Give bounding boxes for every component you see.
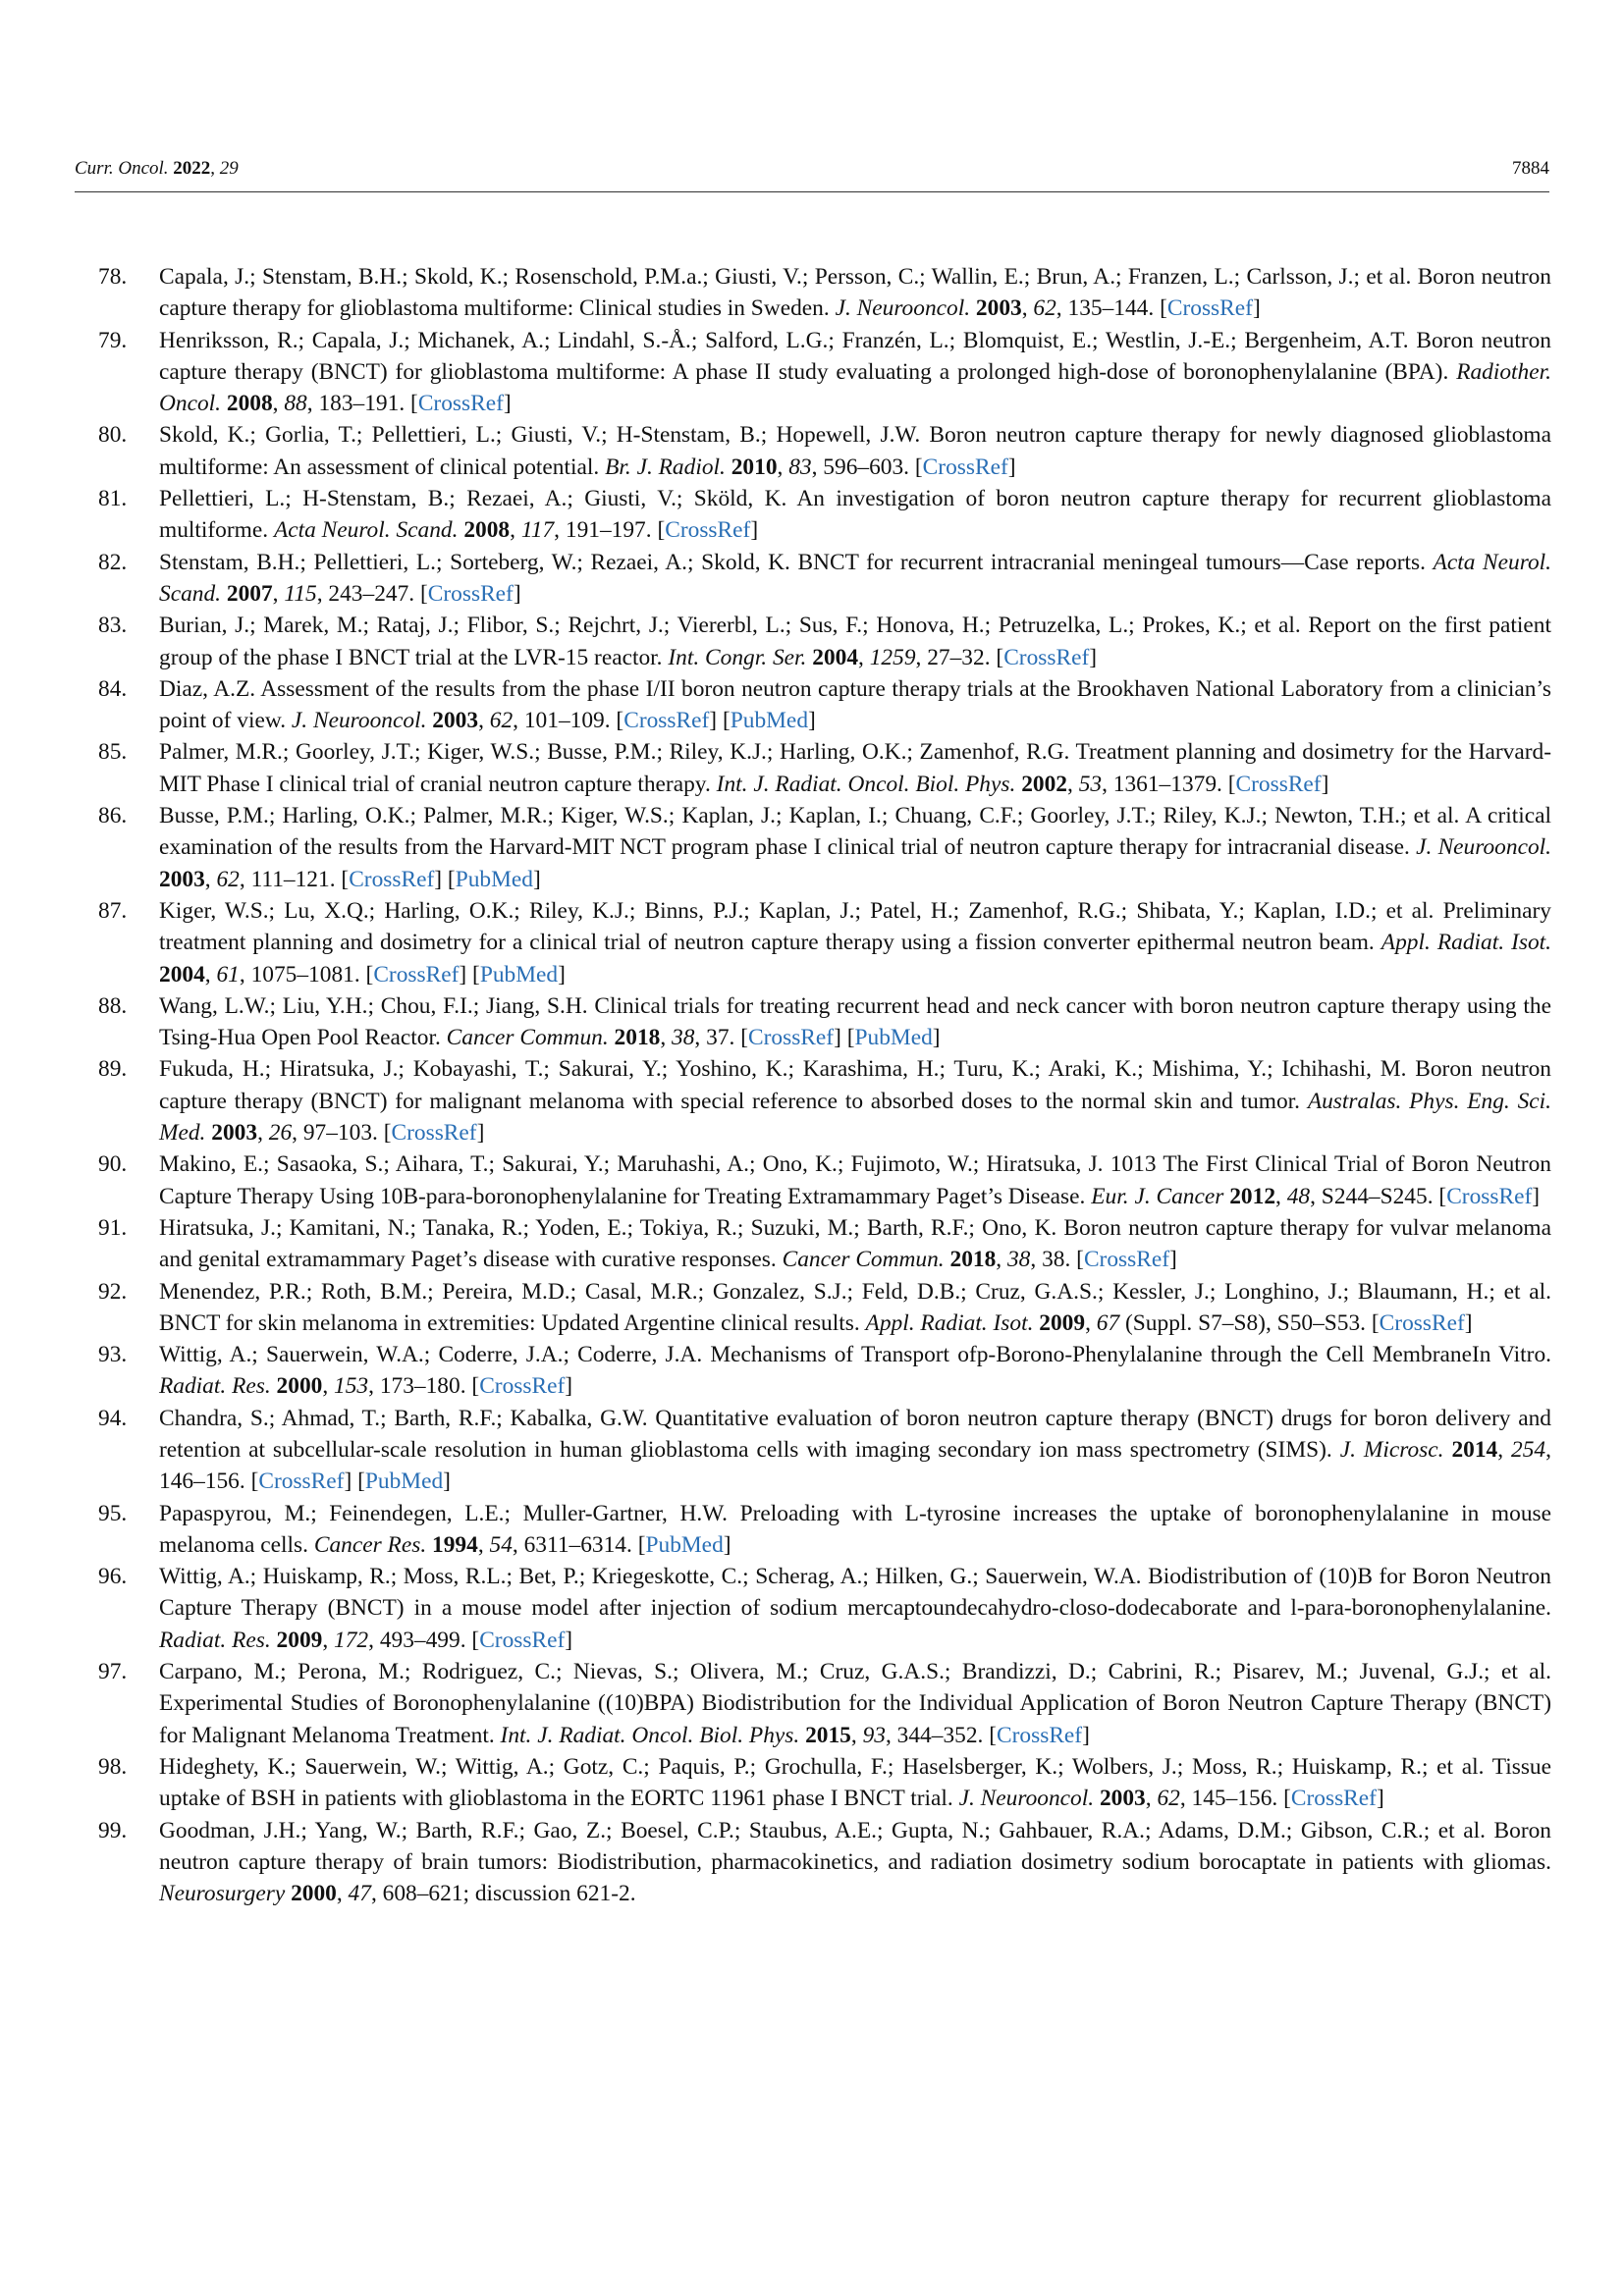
reference-item: 83. Burian, J.; Marek, M.; Rataj, J.; Flibor, S.; Rejchrt, J.; Viererbl, L.; Sus, F.; Honova, H.; Petruzelka, L.; Prokes, K.; et al. Report on the first patient group of the phase I BNCT trial at the LVR-15 reactor. Int. Congr. Ser. 2004, 1259, 27–32. [CrossRef] [98,610,1551,673]
crossref-link[interactable]: CrossRef [479,1373,566,1400]
reference-number: 92. [98,1278,128,1305]
reference-authors-title: Papaspyrou, M.; Feinendegen, L.E.; Muller-Gartner, H.W. Preloading with L-tyrosine increases the uptake of boronophenylalanine in mouse melanoma cells. [159,1500,1551,1558]
reference-year: 2000 [291,1881,337,1907]
reference-number: 91. [98,1214,128,1241]
reference-journal: Eur. J. Cancer [1091,1183,1224,1209]
reference-year: 1994 [432,1531,478,1558]
reference-authors-title: Busse, P.M.; Harling, O.K.; Palmer, M.R.; Kiger, W.S.; Kaplan, J.; Kaplan, I.; Chuang, C.F.; Goorley, J.T.; Riley, K.J.; Newton, T.H.; et al. A critical examination of the results from the Harvard-MIT NCT program phase I clinical trial of neutron capture therapy for intracranial disease. [159,803,1551,861]
reference-number: 79. [98,327,128,353]
journal-year: 2022 [173,158,211,179]
reference-year: 2004 [812,644,859,670]
journal-volume: 29 [219,158,239,179]
reference-authors-title: Hideghety, K.; Sauerwein, W.; Wittig, A.; Gotz, C.; Paquis, P.; Grochulla, F.; Haselsberger, K.; Wolbers, J.; Moss, R.; Huiskamp, R.; et al. Tissue uptake of BSH in patients with glioblastoma in the EORTC 11961 phase I BNCT trial. [159,1753,1551,1812]
reference-year: 2012 [1229,1183,1276,1209]
crossref-link[interactable]: CrossRef [427,580,514,607]
reference-year: 2003 [1099,1786,1146,1812]
reference-journal: Cancer Res. [313,1531,427,1558]
reference-year: 2015 [805,1722,851,1748]
reference-number: 86. [98,803,128,829]
reference-item: 98. Hideghety, K.; Sauerwein, W.; Wittig, A.; Gotz, C.; Paquis, P.; Grochulla, F.; Haselsberger, K.; Wolbers, J.; Moss, R.; Huiskamp, R.; et al. Tissue uptake of BSH in patients with glioblastoma in the EORTC 11961 phase I BNCT trial. J. Neurooncol. 2003, 62, 145–156. [CrossRef] [98,1751,1551,1815]
reference-pages: , 97–103. [292,1120,378,1147]
reference-volume: 26 [268,1120,293,1147]
header-rule [75,191,1549,192]
reference-year: 2003 [975,295,1022,322]
reference-journal: Int. Congr. Ser. [668,644,807,670]
reference-pages: , S244–S245. [1310,1183,1434,1209]
reference-year: 2002 [1021,771,1067,797]
crossref-link[interactable]: CrossRef [479,1627,566,1653]
reference-authors-title: Burian, J.; Marek, M.; Rataj, J.; Flibor, S.; Rejchrt, J.; Viererbl, L.; Sus, F.; Honova, H.; Petruzelka, L.; Prokes, K.; et al. Report on the first patient group of the phase I BNCT trial at the LVR-15 reactor. [159,613,1551,670]
crossref-link[interactable]: CrossRef [417,391,504,417]
page-number: 7884 [1512,158,1549,179]
reference-number: 84. [98,675,128,702]
reference-item: 95. Papaspyrou, M.; Feinendegen, L.E.; Muller-Gartner, H.W. Preloading with L-tyrosine increases the uptake of boronophenylalanine in mouse melanoma cells. Cancer Res. 1994, 54, 6311–6314. [PubMed] [98,1498,1551,1562]
reference-pages: , 38. [1030,1247,1071,1273]
reference-authors-title: Skold, K.; Gorlia, T.; Pellettieri, L.; Giusti, V.; H-Stenstam, B.; Hopewell, J.W. Boron neutron capture therapy for newly diagnosed glioblastoma multiforme: An assessment of clinical potential. [159,422,1551,480]
crossref-link[interactable]: CrossRef [1235,771,1322,797]
reference-authors-title: Wittig, A.; Huiskamp, R.; Moss, R.L.; Bet, P.; Kriegeskotte, C.; Scherag, A.; Hilken, G.; Sauerwein, W.A. Biodistribution of (10)B for Boron Neutron Capture Therapy (BNCT) in a mouse model after injection of sodium mercaptoundecahydro-closo-dodecaborate and l-para-boronophenylalanine. [159,1564,1551,1622]
reference-year: 2003 [211,1120,258,1147]
reference-number: 81. [98,486,128,512]
reference-volume: 47 [348,1881,371,1907]
crossref-link[interactable]: CrossRef [665,517,751,544]
reference-journal: Radiother. Oncol. [159,358,1551,417]
reference-journal: Radiat. Res. [159,1373,271,1400]
reference-volume: 88 [284,391,307,417]
reference-volume: 115 [284,580,317,607]
reference-year: 2018 [949,1247,997,1273]
reference-journal: Neurosurgery [159,1881,286,1907]
reference-number: 80. [98,422,128,449]
reference-authors-title: Stenstam, B.H.; Pellettieri, L.; Sorteberg, W.; Rezaei, A.; Skold, K. BNCT for recurrent intracranial meningeal tumours—Case reports. [159,549,1434,575]
crossref-link[interactable]: CrossRef [1446,1183,1533,1209]
reference-volume: 67 [1096,1309,1120,1336]
reference-journal: Cancer Commun. [446,1025,609,1051]
pubmed-link[interactable]: PubMed [479,961,559,988]
crossref-link[interactable]: CrossRef [1290,1786,1377,1812]
reference-pages: , 243–247. [316,580,415,607]
reference-year: 2007 [226,580,273,607]
reference-year: 2009 [1039,1309,1086,1336]
reference-item: 97. Carpano, M.; Perona, M.; Rodriguez, C.; Nievas, S.; Olivera, M.; Cruz, G.A.S.; Brandizzi, D.; Cabrini, R.; Pisarev, M.; Juvenal, G.J.; et al. Experimental Studies of Boronophenylalanine ((10)BPA) Biodistribution for the Individual Application of Boron Neutron Capture Therapy (BNCT) for Malignant Melanoma Treatment. Int. J. Radiat. Oncol. Biol. Phys. 2015, 93, 344–352. [CrossRef] [98,1656,1551,1751]
pubmed-link[interactable]: PubMed [854,1025,933,1051]
reference-journal: Radiat. Res. [159,1627,271,1653]
reference-authors-title: Kiger, W.S.; Lu, X.Q.; Harling, O.K.; Riley, K.J.; Binns, P.J.; Kaplan, J.; Patel, H.; Zamenhof, R.G.; Shibata, Y.; Kaplan, I.D.; et al. Preliminary treatment planning and dosimetry for a clinical trial of neutron capture therapy using a fission converter epithermal neutron beam. [159,897,1551,956]
reference-pages: , 173–180. [368,1373,466,1400]
reference-number: 88. [98,992,128,1019]
crossref-link[interactable]: CrossRef [922,454,1008,480]
reference-year: 2009 [276,1627,323,1653]
reference-volume: 83 [788,454,812,480]
reference-authors-title: Makino, E.; Sasaoka, S.; Aihara, T.; Sakurai, Y.; Maruhashi, A.; Ono, K.; Fujimoto, W.; Hiratsuka, J. 1013 The First Clinical Trial of Boron Neutron Capture Therapy Using 10B-para-boronophenylalanine for Treating Extramammary Paget’s Disease. [159,1151,1551,1209]
reference-volume: 62 [216,866,240,892]
reference-journal: J. Neurooncol. [835,295,971,322]
crossref-link[interactable]: CrossRef [258,1468,345,1495]
reference-journal: Int. J. Radiat. Oncol. Biol. Phys. [500,1722,800,1748]
reference-number: 93. [98,1342,128,1368]
reference-journal: J. Neurooncol. [291,708,427,734]
reference-volume: 62 [1033,295,1056,322]
reference-item: 80. Skold, K.; Gorlia, T.; Pellettieri, L.; Giusti, V.; H-Stenstam, B.; Hopewell, J.W. Boron neutron capture therapy for newly diagnosed glioblastoma multiforme: An assessment of clinical potential. Br. J. Radiol. 2010, 83, 596–603. [CrossRef] [98,419,1551,483]
crossref-link[interactable]: CrossRef [748,1025,835,1051]
reference-item: 90. Makino, E.; Sasaoka, S.; Aihara, T.; Sakurai, Y.; Maruhashi, A.; Ono, K.; Fujimoto, W.; Hiratsuka, J. 1013 The First Clinical Trial of Boron Neutron Capture Therapy Using 10B-para-boronophenylalanine for Treating Extramammary Paget’s Disease. Eur. J. Cancer 2012, 48, S244–S245. [CrossRef] [98,1148,1551,1212]
pubmed-link[interactable]: PubMed [645,1531,724,1558]
reference-year: 2008 [226,391,273,417]
reference-volume: 254 [1511,1436,1546,1463]
reference-pages: , 608–621; discussion 621-2. [370,1881,636,1907]
reference-item: 93. Wittig, A.; Sauerwein, W.A.; Coderre, J.A.; Coderre, J.A. Mechanisms of Transport ofp-Borono-Phenylalanine through the Cell MembraneIn Vitro. Radiat. Res. 2000, 153, 173–180. [CrossRef] [98,1339,1551,1403]
reference-pages: , 111–121. [239,866,336,892]
reference-year: 2014 [1451,1436,1498,1463]
reference-year: 2018 [614,1025,661,1051]
reference-year: 2003 [432,708,479,734]
reference-item: 79. Henriksson, R.; Capala, J.; Michanek, A.; Lindahl, S.-Å.; Salford, L.G.; Franzén, L.; Blomquist, E.; Westlin, J.-E.; Bergenheim, A.T. Boron neutron capture therapy (BNCT) for glioblastoma multiforme: A phase II study evaluating a prolonged high-dose of boronophenylalanine (BPA). Radiother. Oncol. 2008, 88, 183–191. [CrossRef] [98,325,1551,420]
reference-item: 89. Fukuda, H.; Hiratsuka, J.; Kobayashi, T.; Sakurai, Y.; Yoshino, K.; Karashima, H.; Turu, K.; Araki, K.; Mishima, Y.; Ichihashi, M. Boron neutron capture therapy (BNCT) for malignant melanoma with special reference to absorbed doses to the normal skin and tumor. Australas. Phys. Eng. Sci. Med. 2003, 26, 97–103. [CrossRef] [98,1053,1551,1148]
reference-year: 2000 [276,1373,323,1400]
reference-item: 96. Wittig, A.; Huiskamp, R.; Moss, R.L.; Bet, P.; Kriegeskotte, C.; Scherag, A.; Hilken, G.; Sauerwein, W.A. Biodistribution of (10)B for Boron Neutron Capture Therapy (BNCT) in a mouse model after injection of sodium mercaptoundecahydro-closo-dodecaborate and l-para-boronophenylalanine. Radiat. Res. 2009, 172, 493–499. [CrossRef] [98,1561,1551,1656]
reference-volume: 38 [1006,1247,1031,1273]
reference-volume: 48 [1286,1183,1311,1209]
reference-volume: 117 [520,517,555,544]
reference-number: 98. [98,1753,128,1780]
reference-volume: 172 [334,1627,369,1653]
reference-item: 84. Diaz, A.Z. Assessment of the results from the phase I/II boron neutron capture therapy trials at the Brookhaven National Laboratory from a clinician’s point of view. J. Neurooncol. 2003, 62, 101–109. [CrossRef] [PubMed] [98,673,1551,737]
reference-volume: 54 [489,1531,513,1558]
reference-pages: , 344–352. [885,1722,984,1748]
crossref-link[interactable]: CrossRef [1003,644,1090,670]
reference-pages: , 27–32. [915,644,991,670]
reference-authors-title: Carpano, M.; Perona, M.; Rodriguez, C.; Nievas, S.; Olivera, M.; Cruz, G.A.S.; Brandizzi, D.; Cabrini, R.; Pisarev, M.; Juvenal, G.J.; et al. Experimental Studies of Boronophenylalanine ((10)BPA) Biodistribution for the Individual Application of Boron Neutron Capture Therapy (BNCT) for Malignant Melanoma Treatment. [159,1659,1551,1748]
reference-list [98,261,1551,1909]
reference-pages: , 183–191. [306,391,406,417]
reference-authors-title: Chandra, S.; Ahmad, T.; Barth, R.F.; Kabalka, G.W. Quantitative evaluation of boron neutron capture therapy (BNCT) drugs for boron delivery and retention at subcellular-scale resolution in human glioblastoma cells with imaging secondary ion mass spectrometry (SIMS). [159,1405,1551,1463]
reference-item: 82. Stenstam, B.H.; Pellettieri, L.; Sorteberg, W.; Rezaei, A.; Skold, K. BNCT for recurrent intracranial meningeal tumours—Case reports. Acta Neurol. Scand. 2007, 115, 243–247. [CrossRef] [98,547,1551,611]
reference-item: 81. Pellettieri, L.; H-Stenstam, B.; Rezaei, A.; Giusti, V.; Sköld, K. An investigation of boron neutron capture therapy for recurrent glioblastoma multiforme. Acta Neurol. Scand. 2008, 117, 191–197. [CrossRef] [98,483,1551,547]
journal-abbrev: Curr. Oncol. [75,158,169,179]
reference-authors-title: Wittig, A.; Sauerwein, W.A.; Coderre, J.A.; Coderre, J.A. Mechanisms of Transport ofp-Borono-Phenylalanine through the Cell MembraneIn Vitro. [159,1342,1551,1368]
reference-item: 94. Chandra, S.; Ahmad, T.; Barth, R.F.; Kabalka, G.W. Quantitative evaluation of boron neutron capture therapy (BNCT) drugs for boron delivery and retention at subcellular-scale resolution in human glioblastoma cells with imaging secondary ion mass spectrometry (SIMS). J. Microsc. 2014, 254, 146–156. [CrossRef] [PubMed] [98,1403,1551,1498]
reference-volume: 1259 [869,644,916,670]
reference-pages: , 101–109. [513,708,611,734]
reference-number: 95. [98,1500,128,1526]
reference-number: 97. [98,1659,128,1685]
pubmed-link[interactable]: PubMed [455,866,533,892]
running-header [75,153,1549,188]
reference-authors-title: Diaz, A.Z. Assessment of the results from the phase I/II boron neutron capture therapy trials at the Brookhaven National Laboratory from a clinician’s point of view. [159,675,1551,734]
reference-pages: , 596–603. [811,454,910,480]
reference-item: 86. Busse, P.M.; Harling, O.K.; Palmer, M.R.; Kiger, W.S.; Kaplan, J.; Kaplan, I.; Chuang, C.F.; Goorley, J.T.; Riley, K.J.; Newton, T.H.; et al. A critical examination of the results from the Harvard-MIT NCT program phase I clinical trial of neutron capture therapy for intracranial disease. J. Neurooncol. 2003, 62, 111–121. [CrossRef] [PubMed] [98,800,1551,895]
reference-pages: , S50–S53. [1265,1309,1367,1336]
reference-authors-title: Capala, J.; Stenstam, B.H.; Skold, K.; Rosenschold, P.M.a.; Giusti, V.; Persson, C.; Wallin, E.; Brun, A.; Franzen, L.; Carlsson, J.; et al. Boron neutron capture therapy for glioblastoma multiforme: Clinical studies in Sweden. [159,264,1551,322]
reference-year: 2008 [463,517,511,544]
reference-authors-title: Menendez, P.R.; Roth, B.M.; Pereira, M.D.; Casal, M.R.; Gonzalez, S.J.; Feld, D.B.; Cruz, G.A.S.; Kessler, J.; Longhino, J.; Blaumann, H.; et al. BNCT for skin melanoma in extremities: Updated Argentine clinical results. [159,1278,1551,1336]
reference-authors-title: Hiratsuka, J.; Kamitani, N.; Tanaka, R.; Yoden, E.; Tokiya, R.; Suzuki, M.; Barth, R.F.; Ono, K. Boron neutron capture therapy for vulvar melanoma and genital extramammary Paget’s disease with curative responses. [159,1214,1551,1273]
reference-volume: 93 [862,1722,886,1748]
reference-number: 99. [98,1817,128,1843]
reference-pages: , 135–144. [1056,295,1155,322]
reference-journal: J. Neurooncol. [958,1786,1095,1812]
reference-item: 85. Palmer, M.R.; Goorley, J.T.; Kiger, W.S.; Busse, P.M.; Riley, K.J.; Harling, O.K.; Zamenhof, R.G. Treatment planning and dosimetry for the Harvard-MIT Phase I clinical trial of cranial neutron capture therapy. Int. J. Radiat. Oncol. Biol. Phys. 2002, 53, 1361–1379. [CrossRef] [98,736,1551,800]
crossref-link[interactable]: CrossRef [391,1120,477,1147]
pubmed-link[interactable]: PubMed [730,708,809,734]
reference-volume: 53 [1078,771,1103,797]
reference-journal: J. Microsc. [1339,1436,1444,1463]
reference-year: 2004 [159,961,205,988]
reference-pages: , 1075–1081. [239,961,360,988]
reference-pages: , 191–197. [554,517,652,544]
reference-journal: Int. J. Radiat. Oncol. Biol. Phys. [716,771,1016,797]
reference-pages: , 146–156. [159,1436,1551,1495]
reference-journal: J. Neurooncol. [1416,834,1551,861]
reference-volume: 62 [489,708,514,734]
reference-journal: Acta Neurol. Scand. [159,549,1551,607]
reference-pages: , 37. [694,1025,735,1051]
crossref-link[interactable]: CrossRef [1166,295,1253,322]
reference-journal: Appl. Radiat. Isot. [1380,930,1552,956]
crossref-link[interactable]: CrossRef [1083,1247,1170,1273]
reference-volume: 153 [334,1373,369,1400]
pubmed-link[interactable]: PubMed [364,1468,444,1495]
reference-number: 89. [98,1056,128,1083]
reference-number: 96. [98,1564,128,1590]
reference-pages: , 1361–1379. [1102,771,1222,797]
crossref-link[interactable]: CrossRef [349,866,435,892]
reference-volume: 38 [672,1025,695,1051]
journal-citation: Curr. Oncol. 2022, 29 [75,158,239,179]
crossref-link[interactable]: CrossRef [623,708,710,734]
reference-journal: Cancer Commun. [782,1247,945,1273]
reference-item: 87. Kiger, W.S.; Lu, X.Q.; Harling, O.K.; Riley, K.J.; Binns, P.J.; Kaplan, J.; Patel, H.; Zamenhof, R.G.; Shibata, Y.; Kaplan, I.D.; et al. Preliminary treatment planning and dosimetry for a clinical trial of neutron capture therapy using a fission converter epithermal neutron beam. Appl. Radiat. Isot. 2004, 61, 1075–1081. [CrossRef] [PubMed] [98,895,1551,990]
reference-item: 91. Hiratsuka, J.; Kamitani, N.; Tanaka, R.; Yoden, E.; Tokiya, R.; Suzuki, M.; Barth, R.F.; Ono, K. Boron neutron capture therapy for vulvar melanoma and genital extramammary Paget’s disease with curative responses. Cancer Commun. 2018, 38, 38. [CrossRef] [98,1212,1551,1276]
reference-number: 82. [98,549,128,575]
reference-number: 85. [98,739,128,766]
crossref-link[interactable]: CrossRef [373,961,460,988]
reference-pages: , 493–499. [368,1627,466,1653]
reference-item: 78. Capala, J.; Stenstam, B.H.; Skold, K.; Rosenschold, P.M.a.; Giusti, V.; Persson, C.; Wallin, E.; Brun, A.; Franzen, L.; Carlsson, J.; et al. Boron neutron capture therapy for glioblastoma multiforme: Clinical studies in Sweden. J. Neurooncol. 2003, 62, 135–144. [CrossRef] [98,261,1551,325]
reference-authors-title: Goodman, J.H.; Yang, W.; Barth, R.F.; Gao, Z.; Boesel, C.P.; Staubus, A.E.; Gupta, N.; Gahbauer, R.A.; Adams, D.M.; Gibson, C.R.; et al. Boron neutron capture therapy of brain tumors: Biodistribution, pharmacokinetics, and radiation dosimetry sodium borocaptate in patients with gliomas. [159,1817,1551,1875]
reference-year: 2003 [159,866,205,892]
reference-journal: Australas. Phys. Eng. Sci. Med. [159,1088,1551,1147]
reference-number: 78. [98,264,128,290]
reference-year: 2010 [731,454,778,480]
reference-pages: , 145–156. [1179,1786,1278,1812]
reference-volume: 62 [1157,1786,1180,1812]
reference-pages: , 6311–6314. [512,1531,632,1558]
reference-authors-title: Wang, L.W.; Liu, Y.H.; Chou, F.I.; Jiang, S.H. Clinical trials for treating recurrent head and neck cancer with boron neutron capture therapy using the Tsing-Hua Open Pool Reactor. [159,992,1551,1051]
reference-journal: Appl. Radiat. Isot. [865,1309,1034,1336]
reference-number: 83. [98,613,128,639]
reference-authors-title: Palmer, M.R.; Goorley, J.T.; Kiger, W.S.; Busse, P.M.; Riley, K.J.; Harling, O.K.; Zamenhof, R.G. Treatment planning and dosimetry for the Harvard-MIT Phase I clinical trial of cranial neutron capture therapy. [159,739,1551,797]
reference-number: 87. [98,897,128,924]
reference-journal: Br. J. Radiol. [605,454,726,480]
reference-item: 92. Menendez, P.R.; Roth, B.M.; Pereira, M.D.; Casal, M.R.; Gonzalez, S.J.; Feld, D.B.; Cruz, G.A.S.; Kessler, J.; Longhino, J.; Blaumann, H.; et al. BNCT for skin melanoma in extremities: Updated Argentine clinical results. Appl. Radiat. Isot. 2009, 67 (Suppl. S7–S8), S50–S53. [CrossRef] [98,1276,1551,1340]
reference-issue: (Suppl. S7–S8) [1119,1309,1266,1336]
reference-number: 90. [98,1151,128,1178]
reference-number: 94. [98,1405,128,1431]
reference-item: 99. Goodman, J.H.; Yang, W.; Barth, R.F.; Gao, Z.; Boesel, C.P.; Staubus, A.E.; Gupta, N.; Gahbauer, R.A.; Adams, D.M.; Gibson, C.R.; et al. Boron neutron capture therapy of brain tumors: Biodistribution, pharmacokinetics, and radiation dosimetry sodium borocaptate in patients with gliomas. Neurosurgery 2000, 47, 608–621; discussion 621-2. [98,1815,1551,1910]
reference-volume: 61 [216,961,240,988]
crossref-link[interactable]: CrossRef [997,1722,1083,1748]
reference-journal: Acta Neurol. Scand. [273,517,459,544]
reference-authors-title: Pellettieri, L.; H-Stenstam, B.; Rezaei, A.; Giusti, V.; Sköld, K. An investigation of boron neutron capture therapy for recurrent glioblastoma multiforme. [159,486,1551,544]
reference-authors-title: Fukuda, H.; Hiratsuka, J.; Kobayashi, T.; Sakurai, Y.; Yoshino, K.; Karashima, H.; Turu, K.; Araki, K.; Mishima, Y.; Ichihashi, M. Boron neutron capture therapy (BNCT) for malignant melanoma with special reference to absorbed doses to the normal skin and tumor. [159,1056,1551,1114]
crossref-link[interactable]: CrossRef [1379,1309,1465,1336]
reference-item: 88. Wang, L.W.; Liu, Y.H.; Chou, F.I.; Jiang, S.H. Clinical trials for treating recurrent head and neck cancer with boron neutron capture therapy using the Tsing-Hua Open Pool Reactor. Cancer Commun. 2018, 38, 37. [CrossRef] [PubMed] [98,990,1551,1054]
reference-authors-title: Henriksson, R.; Capala, J.; Michanek, A.; Lindahl, S.-Å.; Salford, L.G.; Franzén, L.; Blomquist, E.; Westlin, J.-E.; Bergenheim, A.T. Boron neutron capture therapy (BNCT) for glioblastoma multiforme: A phase II study evaluating a prolonged high-dose of boronophenylalanine (BPA). [159,327,1551,385]
